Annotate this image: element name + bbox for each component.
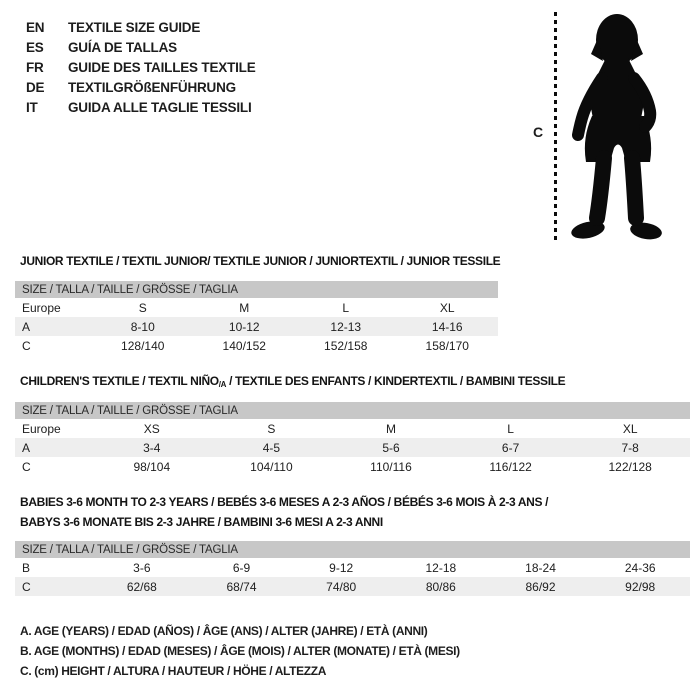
size-header-band (15, 281, 498, 298)
months-cell: 18-24 (525, 560, 556, 575)
toddler-silhouette-icon (558, 8, 670, 244)
height-cell: 110/116 (370, 459, 412, 474)
months-cell: 9-12 (329, 560, 354, 575)
age-cell: 14-16 (431, 319, 463, 334)
height-cell: 140/152 (222, 338, 266, 353)
children-title-text-cont: / TEXTILE DES ENFANTS / KINDERTEXTIL / BAMBINI TESSILE (226, 374, 566, 388)
row-label: C (22, 338, 31, 353)
months-cell: 3-6 (133, 560, 151, 575)
table-row-months (15, 558, 690, 577)
height-cell: 62/68 (126, 579, 157, 594)
babies-title-line2: BABYS 3-6 MONATE BIS 2-3 JAHRE / BAMBINI 3-6 MESI A 2-3 ANNI (20, 515, 383, 529)
row-label: C (22, 459, 31, 474)
months-cell: 12-18 (425, 560, 457, 575)
language-row-en (26, 17, 256, 37)
age-cell: 6-7 (501, 440, 520, 455)
size-cell: M (385, 421, 396, 436)
language-row-it (26, 97, 256, 117)
height-cell: 128/140 (121, 338, 165, 353)
age-cell: 7-8 (621, 440, 639, 455)
height-cell: 74/80 (326, 579, 357, 594)
language-title-list (26, 17, 256, 117)
height-cell: 158/170 (425, 338, 469, 353)
language-code: ES (26, 39, 44, 55)
months-cell: 6-9 (232, 560, 251, 575)
row-label: Europe (22, 421, 61, 436)
guide-title: GUIDA ALLE TAGLIE TESSILI (68, 99, 252, 115)
size-header-label: SIZE / TALLA / TAILLE / GRÖSSE / TAGLIA (22, 404, 238, 417)
size-cell: L (507, 421, 514, 436)
junior-table-title: JUNIOR TEXTILE / TEXTIL JUNIOR/ TEXTILE JUNIOR / JUNIORTEXTIL / JUNIOR TESSILE (20, 254, 501, 268)
table-row-height (15, 577, 690, 596)
age-cell: 4-5 (262, 440, 281, 455)
babies-size-table (15, 541, 690, 596)
height-cell: 98/104 (133, 459, 171, 474)
table-row-europe (15, 298, 498, 317)
height-cell: 92/98 (625, 579, 656, 594)
footnote-height-cm: C. (cm) HEIGHT / ALTURA / HAUTEUR / HÖHE / ALTEZZA (20, 664, 327, 678)
height-cell: 104/110 (250, 459, 293, 474)
table-row-age (15, 317, 498, 336)
size-header-label: SIZE / TALLA / TAILLE / GRÖSSE / TAGLIA (22, 543, 238, 556)
language-code: EN (26, 19, 45, 35)
size-header-band (15, 402, 690, 419)
row-label: A (22, 319, 31, 334)
height-cell: 116/122 (489, 459, 532, 474)
size-cell: S (138, 300, 147, 315)
language-code: DE (26, 79, 45, 95)
row-label: Europe (22, 300, 61, 315)
age-cell: 3-4 (143, 440, 161, 455)
table-row-height (15, 457, 690, 476)
children-title-subscript: /A (218, 380, 227, 389)
guide-title: GUIDE DES TAILLES TEXTILE (68, 59, 256, 75)
size-header-band (15, 541, 690, 558)
table-row-europe (15, 419, 690, 438)
height-cell: 152/158 (324, 338, 368, 353)
language-code: FR (26, 59, 44, 75)
language-row-de (26, 77, 256, 97)
height-cell: 68/74 (226, 579, 257, 594)
babies-title-line1: BABIES 3-6 MONTH TO 2-3 YEARS / BEBÉS 3-6 MESES A 2-3 AÑOS / BÉBÉS 3-6 MOIS À 2-3 ANS / (20, 495, 549, 509)
footnote-age-years: A. AGE (YEARS) / EDAD (AÑOS) / ÂGE (ANS) / ALTER (JAHRE) / ETÀ (ANNI) (20, 624, 428, 638)
size-header-label: SIZE / TALLA / TAILLE / GRÖSSE / TAGLIA (22, 283, 238, 296)
junior-size-table (15, 281, 498, 355)
months-cell: 24-36 (624, 560, 656, 575)
language-row-es (26, 37, 256, 57)
height-cell: 86/92 (525, 579, 556, 594)
age-cell: 12-13 (330, 319, 362, 334)
height-cell: 80/86 (425, 579, 456, 594)
age-cell: 10-12 (228, 319, 260, 334)
footnotes (20, 621, 460, 681)
table-row-height (15, 336, 498, 355)
size-cell: S (267, 421, 276, 436)
size-cell: XL (439, 300, 455, 315)
age-cell: 5-6 (382, 440, 400, 455)
guide-title: TEXTILE SIZE GUIDE (68, 19, 201, 35)
size-cell: XS (143, 421, 160, 436)
age-cell: 8-10 (130, 319, 155, 334)
table-row-age (15, 438, 690, 457)
height-measure-line (554, 12, 557, 243)
footnote-age-months: B. AGE (MONTHS) / EDAD (MESES) / ÂGE (MOIS) / ALTER (MONATE) / ETÀ (MESI) (20, 644, 460, 658)
row-label: C (22, 579, 31, 594)
language-row-fr (26, 57, 256, 77)
guide-title: TEXTILGRÖßENFÜHRUNG (68, 79, 236, 95)
height-measure-label: C (533, 124, 544, 140)
size-cell: XL (622, 421, 638, 436)
size-cell: M (239, 300, 250, 315)
row-label: B (22, 560, 31, 575)
language-code: IT (26, 99, 38, 115)
guide-title: GUÍA DE TALLAS (68, 39, 177, 55)
babies-table-title (20, 492, 548, 532)
children-title-text: CHILDREN'S TEXTILE / TEXTIL NIÑO (20, 374, 219, 388)
size-cell: L (342, 300, 350, 315)
row-label: A (22, 440, 31, 455)
height-cell: 122/128 (608, 459, 652, 474)
children-size-table (15, 402, 690, 476)
children-table-title (20, 374, 565, 389)
